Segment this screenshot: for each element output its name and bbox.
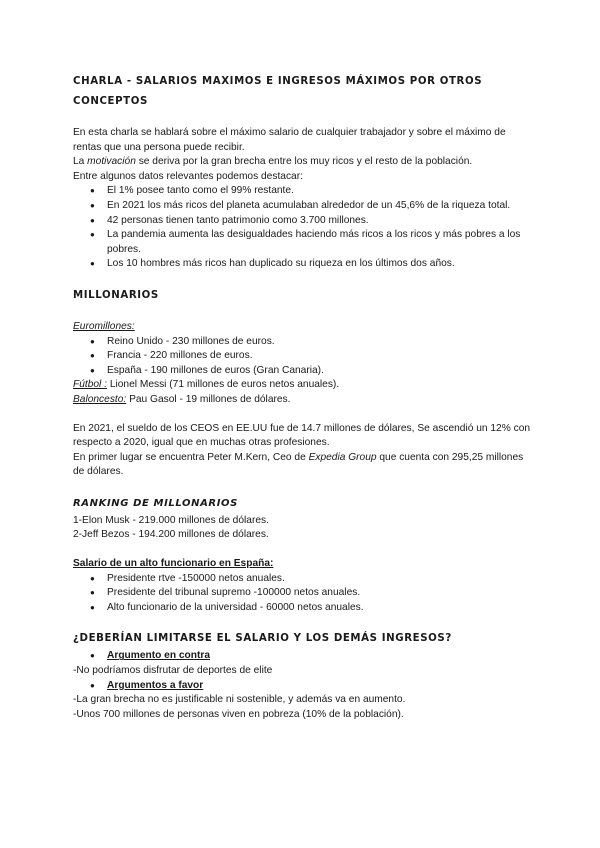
motivation-italic: motivación bbox=[87, 156, 136, 168]
list-item-text: Alto funcionario de la universidad - 60000 netos anuales. bbox=[107, 601, 364, 613]
document-content bbox=[73, 72, 533, 722]
list-item-text: Reino Unido - 230 millones de euros. bbox=[107, 335, 275, 347]
futbol-line bbox=[73, 378, 533, 393]
millonarios-heading: MILLONARIOS bbox=[73, 289, 159, 301]
ranking-item: 1-Elon Musk - 219.000 millones de dólares. bbox=[73, 514, 269, 526]
motivation-paragraph bbox=[73, 155, 533, 170]
motivation-prefix: La bbox=[73, 156, 88, 168]
spacer bbox=[73, 543, 533, 557]
bullet-icon: ● bbox=[90, 651, 95, 661]
list-item bbox=[73, 199, 533, 214]
list-item-text: 42 personas tienen tanto patrimonio como 3.700 millones. bbox=[107, 214, 369, 226]
list-item-text: Presidente del tribunal supremo -100000 netos anuales. bbox=[107, 587, 361, 599]
salario-heading bbox=[73, 557, 533, 572]
list-item bbox=[73, 649, 533, 664]
baloncesto-line bbox=[73, 393, 533, 408]
futbol-text: Lionel Messi (71 millones de euros netos anuales). bbox=[106, 379, 340, 391]
list-item bbox=[73, 228, 533, 257]
bullet-icon: ● bbox=[90, 186, 95, 196]
bullet-icon: ● bbox=[90, 215, 95, 225]
bullet-icon: ● bbox=[90, 602, 95, 612]
list-item bbox=[73, 184, 533, 199]
bullet-icon: ● bbox=[90, 680, 95, 690]
ceo-kern-prefix: En primer lugar se encuentra Peter M.Kern, Ceo de bbox=[73, 451, 309, 463]
list-item-text: Presidente rtve -150000 netos anuales. bbox=[107, 572, 285, 584]
contra-item: -No podríamos disfrutar de deportes de elite bbox=[73, 665, 273, 677]
ceos-paragraph: En 2021, el sueldo de los CEOS en EE.UU fue de 14.7 millones de dólares, Se ascendió un 12% con respecto a 2020, igual que en muchas otras profesiones. bbox=[73, 422, 531, 449]
salario-heading-text: Salario de un alto funcionario en España: bbox=[73, 558, 274, 570]
bullet-icon: ● bbox=[90, 351, 95, 361]
motivation-suffix: se deriva por la gran brecha entre los muy ricos y el resto de la población. bbox=[135, 156, 473, 168]
baloncesto-text: Pau Gasol - 19 millones de dólares. bbox=[126, 393, 291, 405]
list-item-text: El 1% posee tanto como el 99% restante. bbox=[107, 185, 294, 197]
list-item bbox=[73, 214, 533, 229]
ceo-kern-suffix: que cuenta con 295,25 millones de dólares. bbox=[73, 451, 524, 478]
list-item bbox=[73, 572, 533, 587]
favor-list bbox=[73, 679, 533, 694]
bullet-icon: ● bbox=[90, 200, 95, 210]
contra-label: Argumento en contra bbox=[107, 650, 211, 662]
title-line-2: CONCEPTOS bbox=[73, 96, 148, 107]
ranking-item: 2-Jeff Bezos - 194.200 millones de dólares. bbox=[73, 529, 269, 541]
list-item-text: La pandemia aumenta las desigualdades haciendo más ricos a los ricos y más pobres a los pobres. bbox=[107, 229, 521, 255]
euromillones-list bbox=[73, 335, 533, 379]
euromillones-label-text: Euromillones: bbox=[73, 320, 135, 332]
list-item-text: Los 10 hombres más ricos han duplicado su riqueza en los últimos dos años. bbox=[107, 258, 455, 270]
debate-heading: ¿DEBERÍAN LIMITARSE EL SALARIO Y LOS DEMÁS INGRESOS? bbox=[73, 633, 452, 645]
list-item-text: Francia - 220 millones de euros. bbox=[107, 350, 253, 362]
data-intro: Entre algunos datos relevantes podemos destacar: bbox=[73, 170, 303, 182]
bullet-icon: ● bbox=[90, 573, 95, 583]
title-line-1: CHARLA - SALARIOS MAXIMOS E INGRESOS MÁXIMOS POR OTROS bbox=[73, 76, 483, 87]
intro-paragraph: En esta charla se hablará sobre el máximo salario de cualquier trabajador y sobre el máximo de rentas que una persona puede recibir. bbox=[73, 127, 506, 153]
spacer bbox=[73, 408, 533, 422]
list-item bbox=[73, 349, 533, 364]
list-item bbox=[73, 679, 533, 694]
favor-item: -La gran brecha no es justificable ni sostenible, y además va en aumento. bbox=[73, 694, 406, 706]
favor-label: Argumentos a favor bbox=[107, 679, 204, 691]
contra-list bbox=[73, 649, 533, 664]
list-item bbox=[73, 335, 533, 350]
list-item bbox=[73, 364, 533, 379]
bullet-icon: ● bbox=[90, 336, 95, 346]
bullet-icon: ● bbox=[90, 230, 95, 240]
baloncesto-label: Baloncesto: bbox=[73, 393, 127, 405]
ceo-kern-paragraph bbox=[73, 451, 533, 480]
list-item bbox=[73, 586, 533, 601]
list-item-text: En 2021 los más ricos del planeta acumulaban alrededor de un 45,6% de la riqueza total. bbox=[107, 199, 511, 211]
favor-item: -Unos 700 millones de personas viven en pobreza (10% de la población). bbox=[73, 708, 404, 720]
euromillones-label bbox=[73, 320, 533, 335]
bullet-icon: ● bbox=[90, 588, 95, 598]
company-name: Expedia Group bbox=[308, 451, 377, 463]
list-item-text: España - 190 millones de euros (Gran Canaria). bbox=[107, 364, 324, 376]
list-item bbox=[73, 601, 533, 616]
document-title bbox=[73, 72, 533, 112]
intro-bullet-list bbox=[73, 184, 533, 272]
bullet-icon: ● bbox=[90, 259, 95, 269]
salario-list bbox=[73, 572, 533, 616]
bullet-icon: ● bbox=[90, 365, 95, 375]
ranking-heading: RANKING DE MILLONARIOS bbox=[73, 497, 238, 509]
futbol-label: Fútbol : bbox=[73, 379, 107, 391]
list-item bbox=[73, 257, 533, 272]
